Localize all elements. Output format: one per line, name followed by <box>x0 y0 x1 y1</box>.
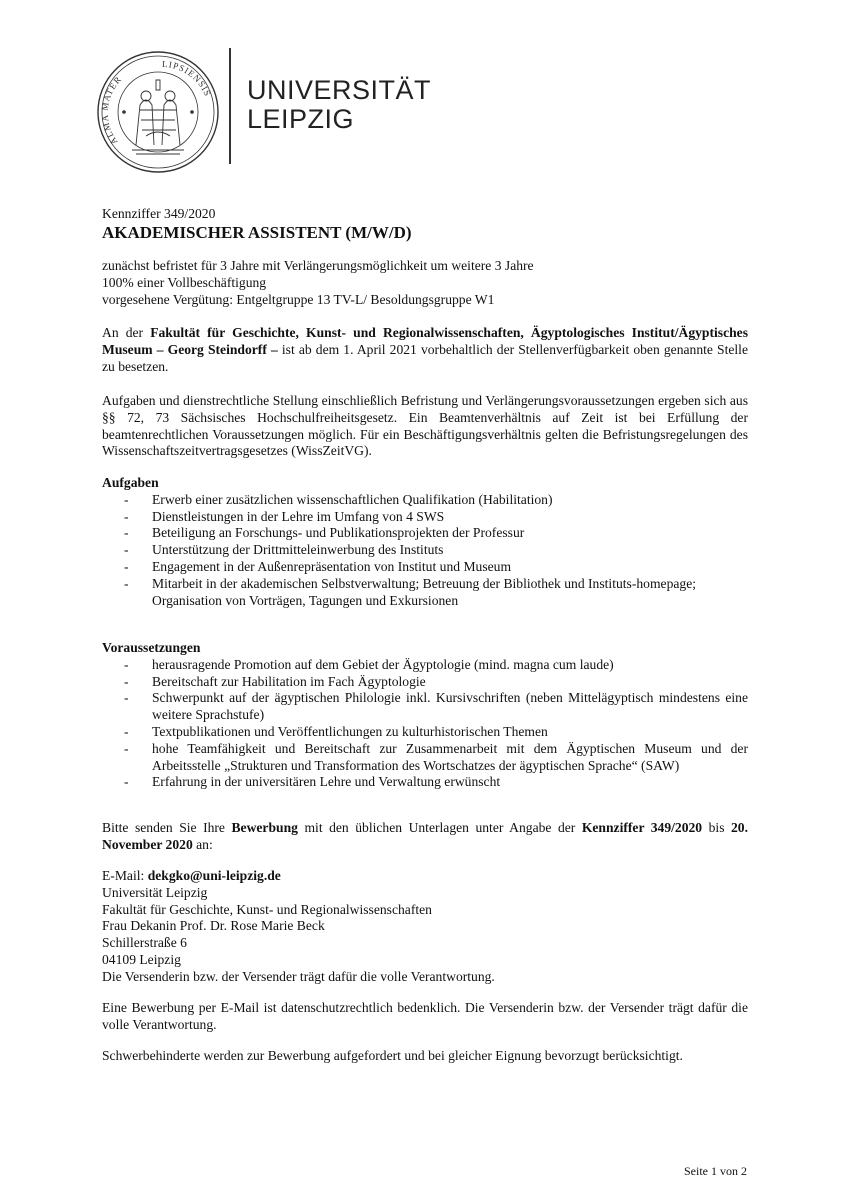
university-name-line2: LEIPZIG <box>247 104 355 134</box>
list-item <box>102 657 748 674</box>
university-name <box>247 76 431 134</box>
list-bullet: - <box>124 673 129 689</box>
seal-text-right: LIPSIENSIS <box>161 58 214 99</box>
term-line: vorgesehene Vergütung: Entgeltgruppe 13 TV-L/ Besoldungsgruppe W1 <box>102 291 495 307</box>
list-item-text: Engagement in der Außenrepräsentation von Institut und Museum <box>152 558 512 574</box>
application-text: mit den üblichen Unterlagen unter Angabe der <box>297 820 582 835</box>
intro-lead: An der <box>102 325 151 340</box>
privacy-note: Eine Bewerbung per E-Mail ist datenschutzrechtlich bedenklich. Die Versenderin bzw. der Versender trägt dafür die volle Verantwortung. <box>102 1000 748 1032</box>
list-item <box>102 542 748 559</box>
term-line: 100% einer Vollbeschäftigung <box>102 274 267 290</box>
list-item <box>102 774 748 791</box>
list-bullet: - <box>124 774 129 790</box>
list-item-text: Dienstleistungen in der Lehre im Umfang von 4 SWS <box>152 508 445 524</box>
tasks-list <box>102 492 748 610</box>
list-item-text: Textpublikationen und Veröffentlichungen zu kulturhistorischen Themen <box>152 723 548 739</box>
intro-dash: – <box>266 341 278 357</box>
list-bullet: - <box>124 723 129 739</box>
application-paragraph <box>102 820 748 854</box>
list-bullet: - <box>124 525 129 541</box>
list-item-text: Bereitschaft zur Habilitation im Fach Ägyptologie <box>152 673 426 689</box>
header-divider <box>229 48 231 164</box>
list-bullet: - <box>124 575 129 591</box>
list-item <box>102 724 748 741</box>
list-item <box>102 741 748 775</box>
list-item <box>102 674 748 691</box>
list-item <box>102 492 748 509</box>
page-number: Seite 1 von 2 <box>684 1164 747 1178</box>
university-seal-icon <box>96 50 220 174</box>
address-line: 04109 Leipzig <box>102 951 181 967</box>
application-keyword: Bewerbung <box>231 820 298 835</box>
address-line: Fakultät für Geschichte, Kunst- und Regionalwissenschaften <box>102 901 432 917</box>
requirements-section <box>102 640 748 791</box>
list-item-text: Unterstützung der Drittmitteleinwerbung des Instituts <box>152 542 444 558</box>
job-header <box>102 206 748 243</box>
tasks-heading: Aufgaben <box>102 475 159 490</box>
list-item-text: hohe Teamfähigkeit und Bereitschaft zur Zusammenarbeit mit dem Ägyptischen Museum und der Arbeitsstelle „Strukturen und Transformation des Wortschatzes der ägyptischen Sprache“ (SAW) <box>152 740 748 773</box>
contact-address <box>102 868 748 986</box>
list-bullet: - <box>124 558 129 574</box>
list-item <box>102 525 748 542</box>
intro-rest: ist ab dem 1. April 2021 vorbehaltlich der Stellenverfügbarkeit oben genannte Stelle zu besetzen. <box>102 341 748 374</box>
application-deadline: 20. November 2020 <box>102 820 748 852</box>
intro-paragraph <box>102 325 748 375</box>
address-line: Die Versenderin bzw. der Versender trägt dafür die volle Verantwortung. <box>102 968 495 984</box>
list-bullet: - <box>124 690 129 706</box>
email-line <box>102 868 748 885</box>
requirements-list <box>102 657 748 791</box>
list-bullet: - <box>124 542 129 558</box>
list-item-text: Erfahrung in der universitären Lehre und Verwaltung erwünscht <box>152 774 501 790</box>
list-item-text: Erwerb einer zusätzlichen wissenschaftlichen Qualifikation (Habilitation) <box>152 491 553 507</box>
reference-number: Kennziffer 349/2020 <box>102 206 216 221</box>
faculty-name: Fakultät für Geschichte, Kunst- und Regionalwissenschaften, Ägyptologisches Institut/Ägyptisches Museum – Georg Steindorff <box>102 325 748 357</box>
address-line: Schillerstraße 6 <box>102 935 187 951</box>
email-label: E-Mail: <box>102 868 148 883</box>
list-bullet: - <box>124 740 129 756</box>
list-item <box>102 559 748 576</box>
list-item <box>102 509 748 526</box>
requirements-heading: Voraussetzungen <box>102 640 201 655</box>
disability-note: Schwerbehinderte werden zur Bewerbung aufgefordert und bei gleicher Eignung bevorzugt berücksichtigt. <box>102 1048 683 1063</box>
list-item <box>102 690 748 724</box>
application-text: an: <box>192 836 213 852</box>
address-line: Frau Dekanin Prof. Dr. Rose Marie Beck <box>102 918 325 934</box>
application-reference: Kennziffer 349/2020 <box>581 820 703 835</box>
list-bullet: - <box>124 491 129 507</box>
university-name-line1: UNIVERSITÄT <box>247 75 432 105</box>
tasks-section <box>102 475 748 609</box>
email-address[interactable]: dekgko@uni-leipzig.de <box>147 868 281 883</box>
list-item-text: Mitarbeit in der akademischen Selbstverwaltung; Betreuung der Bibliothek und Instituts-homepage; Organisation von Vorträgen, Tagungen und Exkursionen <box>152 575 697 608</box>
list-bullet: - <box>124 508 129 524</box>
list-item <box>102 576 748 610</box>
list-item-text: Beteiligung an Forschungs- und Publikationsprojekten der Professur <box>152 525 525 541</box>
application-text: Bitte senden Sie Ihre <box>102 820 232 835</box>
legal-paragraph: Aufgaben und dienstrechtliche Stellung einschließlich Befristung und Verlängerungsvoraussetzungen ergeben sich aus §§ 72, 73 Sächsisches Hochschulfreiheitsgesetz. Ein Beamtenverhältnis auf Zeit ist bei Erfüllung der beamtenrechtlichen Voraussetzungen möglich. Für ein Beschäftigungsverhältnis gelten die Befristungsregelungen des Wissenschaftszeitvertragsgesetzes (WissZeitVG). <box>102 393 748 459</box>
list-item-text: herausragende Promotion auf dem Gebiet der Ägyptologie (mind. magna cum laude) <box>152 656 614 672</box>
list-item-text: Schwerpunkt auf der ägyptischen Philologie inkl. Kursivschriften (neben Mittelägyptisch mindestens eine weitere Sprachstufe) <box>152 690 748 723</box>
seal-text-left: ALMA MATER <box>99 73 124 147</box>
application-text: bis <box>702 820 731 835</box>
list-bullet: - <box>124 656 129 672</box>
job-title: AKADEMISCHER ASSISTENT (M/W/D) <box>102 222 412 242</box>
address-line: Universität Leipzig <box>102 884 208 900</box>
term-line: zunächst befristet für 3 Jahre mit Verlängerungsmöglichkeit um weitere 3 Jahre <box>102 258 534 273</box>
employment-terms <box>102 258 748 308</box>
